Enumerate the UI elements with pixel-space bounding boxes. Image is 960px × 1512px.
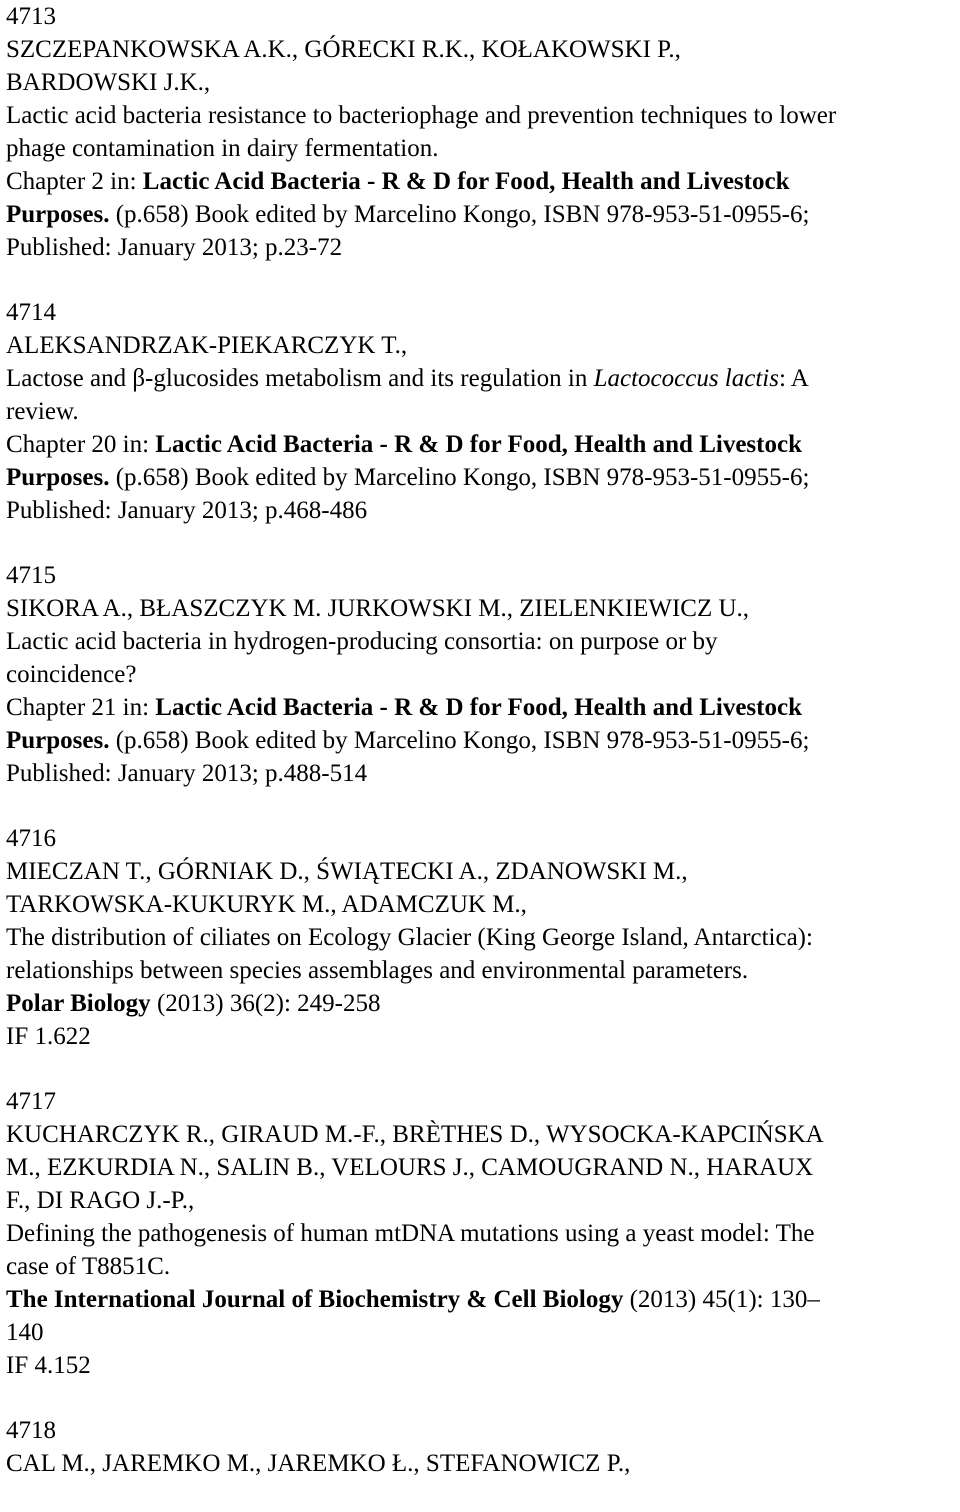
authors-line: ALEKSANDRZAK-PIEKARCZYK T., xyxy=(6,332,408,359)
bibliography-page xyxy=(6,0,956,1512)
authors-line: BARDOWSKI J.K., xyxy=(6,69,211,96)
authors-line: SIKORA A., BŁASZCZYK M. JURKOWSKI M., ZIELENKIEWICZ U., xyxy=(6,595,750,622)
title-line: The distribution of ciliates on Ecology Glacier (King George Island, Antarctica): xyxy=(6,924,813,951)
entry-4713 xyxy=(6,0,956,264)
impact-factor: IF 4.152 xyxy=(6,1352,91,1379)
book-title-cont: Purposes. xyxy=(6,727,110,754)
authors-line: M., EZKURDIA N., SALIN B., VELOURS J., CAMOUGRAND N., HARAUX xyxy=(6,1154,814,1181)
journal-details: (2013) 45(1): 130– xyxy=(623,1286,820,1313)
book-details: (p.658) Book edited by Marcelino Kongo, ISBN 978-953-51-0955-6; xyxy=(109,201,810,228)
entry-number: 4717 xyxy=(6,1088,56,1115)
chapter-line xyxy=(6,428,956,461)
book-title: Lactic Acid Bacteria - R & D for Food, Health and Livestock xyxy=(155,431,802,458)
chapter-prefix: Chapter 21 in: xyxy=(6,694,156,721)
entry-4716 xyxy=(6,822,956,1053)
title-text: : A xyxy=(778,365,809,392)
impact-factor: IF 1.622 xyxy=(6,1023,91,1050)
published-line: Published: January 2013; p.488-514 xyxy=(6,760,368,787)
entry-number: 4718 xyxy=(6,1417,56,1444)
title-line: review. xyxy=(6,398,79,425)
entry-4718 xyxy=(6,1414,956,1480)
book-title-cont: Purposes. xyxy=(6,464,110,491)
authors-line: F., DI RAGO J.-P., xyxy=(6,1187,195,1214)
entry-number: 4714 xyxy=(6,299,56,326)
authors-line: TARKOWSKA-KUKURYK M., ADAMCZUK M., xyxy=(6,891,527,918)
chapter-prefix: Chapter 20 in: xyxy=(6,431,156,458)
species-name: Lactococcus lactis xyxy=(593,365,779,392)
title-line: Lactic acid bacteria resistance to bacteriophage and prevention techniques to lower xyxy=(6,102,837,129)
title-line: phage contamination in dairy fermentation. xyxy=(6,135,439,162)
journal-details: (2013) 36(2): 249-258 xyxy=(150,990,381,1017)
title-line: Lactic acid bacteria in hydrogen-producing consortia: on purpose or by xyxy=(6,628,718,655)
published-line: Published: January 2013; p.468-486 xyxy=(6,497,368,524)
journal-line xyxy=(6,1283,956,1316)
entry-number: 4715 xyxy=(6,562,56,589)
book-title: Lactic Acid Bacteria - R & D for Food, Health and Livestock xyxy=(142,168,790,195)
chapter-line xyxy=(6,691,956,724)
authors-line: MIECZAN T., GÓRNIAK D., ŚWIĄTECKI A., ZDANOWSKI M., xyxy=(6,858,688,885)
authors-line: KUCHARCZYK R., GIRAUD M.-F., BRÈTHES D., WYSOCKA-KAPCIŃSKA xyxy=(6,1121,824,1148)
authors-line: SZCZEPANKOWSKA A.K., GÓRECKI R.K., KOŁAKOWSKI P., xyxy=(6,36,681,63)
book-details-line xyxy=(6,724,956,757)
title-text: Lactose and β-glucosides metabolism and its regulation in xyxy=(6,365,594,392)
authors-line: CAL M., JAREMKO M., JAREMKO Ł., STEFANOWICZ P., xyxy=(6,1450,631,1477)
book-details-line xyxy=(6,461,956,494)
journal-name: Polar Biology xyxy=(6,990,151,1017)
journal-line-cont: 140 xyxy=(6,1319,44,1346)
title-line: coincidence? xyxy=(6,661,137,688)
chapter-prefix: Chapter 2 in: xyxy=(6,168,143,195)
book-title: Lactic Acid Bacteria - R & D for Food, Health and Livestock xyxy=(155,694,802,721)
journal-line xyxy=(6,987,956,1020)
entry-4717 xyxy=(6,1085,956,1382)
book-details: (p.658) Book edited by Marcelino Kongo, ISBN 978-953-51-0955-6; xyxy=(109,727,810,754)
entry-number: 4713 xyxy=(6,3,56,30)
published-line: Published: January 2013; p.23-72 xyxy=(6,234,343,261)
title-line: case of T8851C. xyxy=(6,1253,171,1280)
journal-name: The International Journal of Biochemistry & Cell Biology xyxy=(6,1286,624,1313)
title-line: Defining the pathogenesis of human mtDNA mutations using a yeast model: The xyxy=(6,1220,815,1247)
title-line xyxy=(6,362,956,395)
book-title-cont: Purposes. xyxy=(6,201,110,228)
book-details: (p.658) Book edited by Marcelino Kongo, ISBN 978-953-51-0955-6; xyxy=(109,464,810,491)
entry-number: 4716 xyxy=(6,825,56,852)
entry-4714 xyxy=(6,296,956,527)
chapter-line xyxy=(6,165,956,198)
book-details-line xyxy=(6,198,956,231)
entry-4715 xyxy=(6,559,956,790)
title-line: relationships between species assemblages and environmental parameters. xyxy=(6,957,749,984)
